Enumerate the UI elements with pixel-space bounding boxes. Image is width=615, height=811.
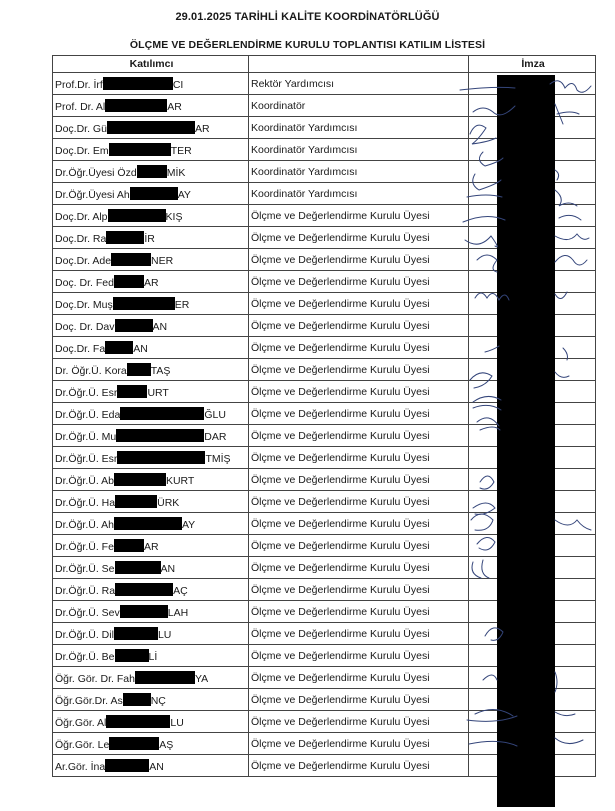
name-redaction-bar — [127, 363, 151, 376]
name-redaction-bar — [120, 605, 168, 618]
role-cell: Ölçme ve Değerlendirme Kurulu Üyesi — [249, 315, 469, 337]
participant-name-end: KURT — [165, 474, 195, 487]
role-cell: Ölçme ve Değerlendirme Kurulu Üyesi — [249, 447, 469, 469]
name-redaction-bar — [105, 759, 149, 772]
participant-name-start: Doç.Dr. Ade — [55, 254, 112, 267]
participant-name-end: ĞLU — [204, 408, 226, 421]
participant-cell — [53, 733, 249, 755]
name-redaction-bar — [113, 297, 175, 310]
role-cell: Koordinatör Yardımcısı — [249, 161, 469, 183]
participant-name-start: Dr.Öğr.Ü. Sev — [55, 606, 120, 619]
participant-name-end: ER — [174, 298, 190, 311]
participant-name-start: Dr.Öğr.Üyesi Ah — [55, 188, 130, 201]
participant-name-start: Öğr.Gör. Le — [55, 738, 110, 751]
participant-name-end: Lİ — [148, 650, 158, 663]
name-redaction-bar — [107, 121, 195, 134]
role-cell: Ölçme ve Değerlendirme Kurulu Üyesi — [249, 689, 469, 711]
participant-name-end: KIŞ — [165, 210, 183, 223]
role-column-header — [249, 56, 469, 73]
participant-cell — [53, 491, 249, 513]
role-cell: Ölçme ve Değerlendirme Kurulu Üyesi — [249, 733, 469, 755]
participant-name-end: ÜRK — [157, 496, 180, 509]
role-cell: Koordinatör Yardımcısı — [249, 117, 469, 139]
participant-cell — [53, 183, 249, 205]
role-cell: Ölçme ve Değerlendirme Kurulu Üyesi — [249, 469, 469, 491]
name-redaction-bar — [105, 99, 167, 112]
name-redaction-bar — [114, 539, 144, 552]
participant-name-end: TMİŞ — [205, 452, 231, 465]
role-cell: Ölçme ve Değerlendirme Kurulu Üyesi — [249, 755, 469, 777]
name-redaction-bar — [116, 429, 204, 442]
participant-cell — [53, 425, 249, 447]
role-cell: Ölçme ve Değerlendirme Kurulu Üyesi — [249, 711, 469, 733]
participant-name-end: URT — [147, 386, 169, 399]
participant-name-start: Dr.Öğr.Ü. Eda — [55, 408, 121, 421]
participant-name-end: AY — [181, 518, 196, 531]
participant-name-start: Dr.Öğr.Ü. Ra — [55, 584, 116, 597]
participant-name-end: AY — [177, 188, 191, 201]
role-cell: Ölçme ve Değerlendirme Kurulu Üyesi — [249, 535, 469, 557]
participant-name-end: AR — [167, 100, 182, 113]
name-redaction-bar — [109, 143, 171, 156]
participant-name-end: AN — [160, 562, 176, 575]
name-redaction-bar — [106, 231, 144, 244]
name-redaction-bar — [130, 187, 178, 200]
name-redaction-bar — [114, 275, 144, 288]
participant-name-start: Doç.Dr. Gü — [55, 122, 107, 135]
role-cell: Ölçme ve Değerlendirme Kurulu Üyesi — [249, 425, 469, 447]
role-cell: Ölçme ve Değerlendirme Kurulu Üyesi — [249, 227, 469, 249]
participant-name-start: Doç.Dr. Muş — [55, 298, 113, 311]
name-redaction-bar — [106, 715, 170, 728]
participant-cell — [53, 667, 249, 689]
name-redaction-bar — [120, 407, 204, 420]
name-redaction-bar — [117, 451, 205, 464]
participant-name-end: AN — [149, 760, 164, 773]
participant-name-start: Doç.Dr. Ra — [55, 232, 107, 245]
participant-name-start: Dr.Öğr.Ü. Ah — [55, 518, 114, 531]
name-redaction-bar — [108, 209, 166, 222]
participant-name-end: NER — [151, 254, 174, 267]
participant-name-end: TAŞ — [150, 364, 171, 377]
participant-cell — [53, 73, 249, 95]
name-redaction-bar — [137, 165, 167, 178]
participant-name-start: Dr.Öğr.Ü. Mu — [55, 430, 117, 443]
name-redaction-bar — [103, 77, 173, 90]
participant-cell — [53, 601, 249, 623]
participant-column-header: Katılımcı — [53, 56, 249, 73]
role-cell: Ölçme ve Değerlendirme Kurulu Üyesi — [249, 359, 469, 381]
participant-cell — [53, 535, 249, 557]
participant-cell — [53, 689, 249, 711]
participant-name-start: Öğr.Gör.Dr. As — [55, 694, 123, 707]
participant-cell — [53, 95, 249, 117]
participant-name-end: AŞ — [159, 738, 174, 751]
role-cell: Koordinatör Yardımcısı — [249, 183, 469, 205]
participant-name-start: Dr.Öğr.Ü. Ab — [55, 474, 114, 487]
participant-cell — [53, 447, 249, 469]
participant-name-end: İR — [144, 232, 155, 245]
participant-name-start: Doç.Dr. Em — [55, 144, 109, 157]
participant-cell — [53, 161, 249, 183]
role-cell: Ölçme ve Değerlendirme Kurulu Üyesi — [249, 293, 469, 315]
name-redaction-bar — [115, 495, 157, 508]
participant-name-start: Doç.Dr. Fa — [55, 342, 106, 355]
name-redaction-bar — [115, 319, 153, 332]
role-cell: Ölçme ve Değerlendirme Kurulu Üyesi — [249, 271, 469, 293]
participant-name-start: Prof.Dr. İrf — [55, 78, 103, 91]
participant-cell — [53, 227, 249, 249]
participant-cell — [53, 403, 249, 425]
participant-cell — [53, 711, 249, 733]
participant-cell — [53, 337, 249, 359]
participant-cell — [53, 139, 249, 161]
participant-cell — [53, 315, 249, 337]
participant-name-start: Dr.Öğr.Ü. Esr — [55, 386, 118, 399]
document-title: 29.01.2025 TARİHLİ KALİTE KOORDİNATÖRLÜĞÜ — [175, 11, 440, 23]
participant-name-start: Öğr.Gör. Al — [55, 716, 107, 729]
document-subtitle: ÖLÇME VE DEĞERLENDİRME KURULU TOPLANTISI KATILIM LİSTESİ — [129, 39, 486, 51]
participant-name-start: Dr.Öğr.Ü. Se — [55, 562, 115, 575]
role-cell: Ölçme ve Değerlendirme Kurulu Üyesi — [249, 667, 469, 689]
role-cell: Koordinatör — [249, 95, 469, 117]
role-cell: Ölçme ve Değerlendirme Kurulu Üyesi — [249, 579, 469, 601]
participant-cell — [53, 469, 249, 491]
participant-cell — [53, 557, 249, 579]
name-redaction-bar — [111, 253, 151, 266]
participant-name-end: LAH — [167, 606, 189, 619]
participant-name-start: Prof. Dr. Al — [55, 100, 106, 113]
participant-cell — [53, 513, 249, 535]
role-cell: Ölçme ve Değerlendirme Kurulu Üyesi — [249, 491, 469, 513]
name-redaction-bar — [123, 693, 151, 706]
participant-name-end: TER — [170, 144, 192, 157]
participant-cell — [53, 381, 249, 403]
participant-cell — [53, 755, 249, 777]
name-redaction-bar — [135, 671, 195, 684]
role-cell: Ölçme ve Değerlendirme Kurulu Üyesi — [249, 513, 469, 535]
role-cell: Ölçme ve Değerlendirme Kurulu Üyesi — [249, 381, 469, 403]
name-redaction-bar — [105, 341, 133, 354]
participant-name-start: Dr.Öğr.Ü. Dil — [55, 628, 114, 641]
participant-name-end: NÇ — [150, 694, 166, 707]
participant-name-start: Ar.Gör. İna — [55, 760, 106, 773]
participant-name-end: AÇ — [173, 584, 188, 597]
signature-column-header: İmza — [469, 56, 596, 73]
name-redaction-bar — [114, 627, 158, 640]
name-redaction-bar — [114, 517, 182, 530]
participant-name-start: Dr.Öğr.Üyesi Özd — [55, 166, 137, 179]
participant-cell — [53, 359, 249, 381]
name-redaction-bar — [117, 385, 147, 398]
name-redaction-bar — [115, 649, 149, 662]
participant-cell — [53, 271, 249, 293]
participant-name-end: LU — [157, 628, 172, 641]
participant-name-start: Doç. Dr. Fed — [55, 276, 114, 289]
role-cell: Ölçme ve Değerlendirme Kurulu Üyesi — [249, 557, 469, 579]
role-cell: Rektör Yardımcısı — [249, 73, 469, 95]
participant-name-start: Dr. Öğr.Ü. Kora — [55, 364, 127, 377]
participant-name-end: AR — [194, 122, 210, 135]
participant-name-end: DAR — [204, 430, 227, 443]
participant-name-start: Dr.Öğr.Ü. Fe — [55, 540, 114, 553]
participant-name-start: Öğr. Gör. Dr. Fah — [55, 672, 135, 685]
participant-cell — [53, 117, 249, 139]
participant-name-end: YA — [194, 672, 209, 685]
participant-name-start: Dr.Öğr.Ü. Be — [55, 650, 115, 663]
role-cell: Ölçme ve Değerlendirme Kurulu Üyesi — [249, 205, 469, 227]
name-redaction-bar — [114, 473, 166, 486]
participant-name-end: AN — [152, 320, 168, 333]
participant-cell — [53, 249, 249, 271]
participant-name-end: MİK — [166, 166, 186, 179]
participant-name-end: AN — [133, 342, 148, 355]
participant-name-start: Dr.Öğr.Ü. Ha — [55, 496, 116, 509]
name-redaction-bar — [115, 583, 173, 596]
participant-cell — [53, 579, 249, 601]
participant-name-end: AR — [143, 540, 159, 553]
participant-cell — [53, 293, 249, 315]
participant-name-start: Dr.Öğr.Ü. Esr — [55, 452, 118, 465]
participant-cell — [53, 645, 249, 667]
participant-cell — [53, 623, 249, 645]
role-cell: Ölçme ve Değerlendirme Kurulu Üyesi — [249, 403, 469, 425]
name-redaction-bar — [115, 561, 161, 574]
role-cell: Koordinatör Yardımcısı — [249, 139, 469, 161]
role-cell: Ölçme ve Değerlendirme Kurulu Üyesi — [249, 249, 469, 271]
participant-name-end: CI — [172, 78, 184, 91]
role-cell: Ölçme ve Değerlendirme Kurulu Üyesi — [249, 623, 469, 645]
participant-name-start: Doç. Dr. Dav — [55, 320, 115, 333]
participant-name-end: AR — [143, 276, 159, 289]
participant-name-start: Doç.Dr. Alp — [55, 210, 108, 223]
name-redaction-bar — [109, 737, 159, 750]
participant-cell — [53, 205, 249, 227]
role-cell: Ölçme ve Değerlendirme Kurulu Üyesi — [249, 601, 469, 623]
role-cell: Ölçme ve Değerlendirme Kurulu Üyesi — [249, 337, 469, 359]
participant-name-end: LU — [170, 716, 184, 729]
handwritten-signatures — [455, 62, 605, 762]
role-cell: Ölçme ve Değerlendirme Kurulu Üyesi — [249, 645, 469, 667]
